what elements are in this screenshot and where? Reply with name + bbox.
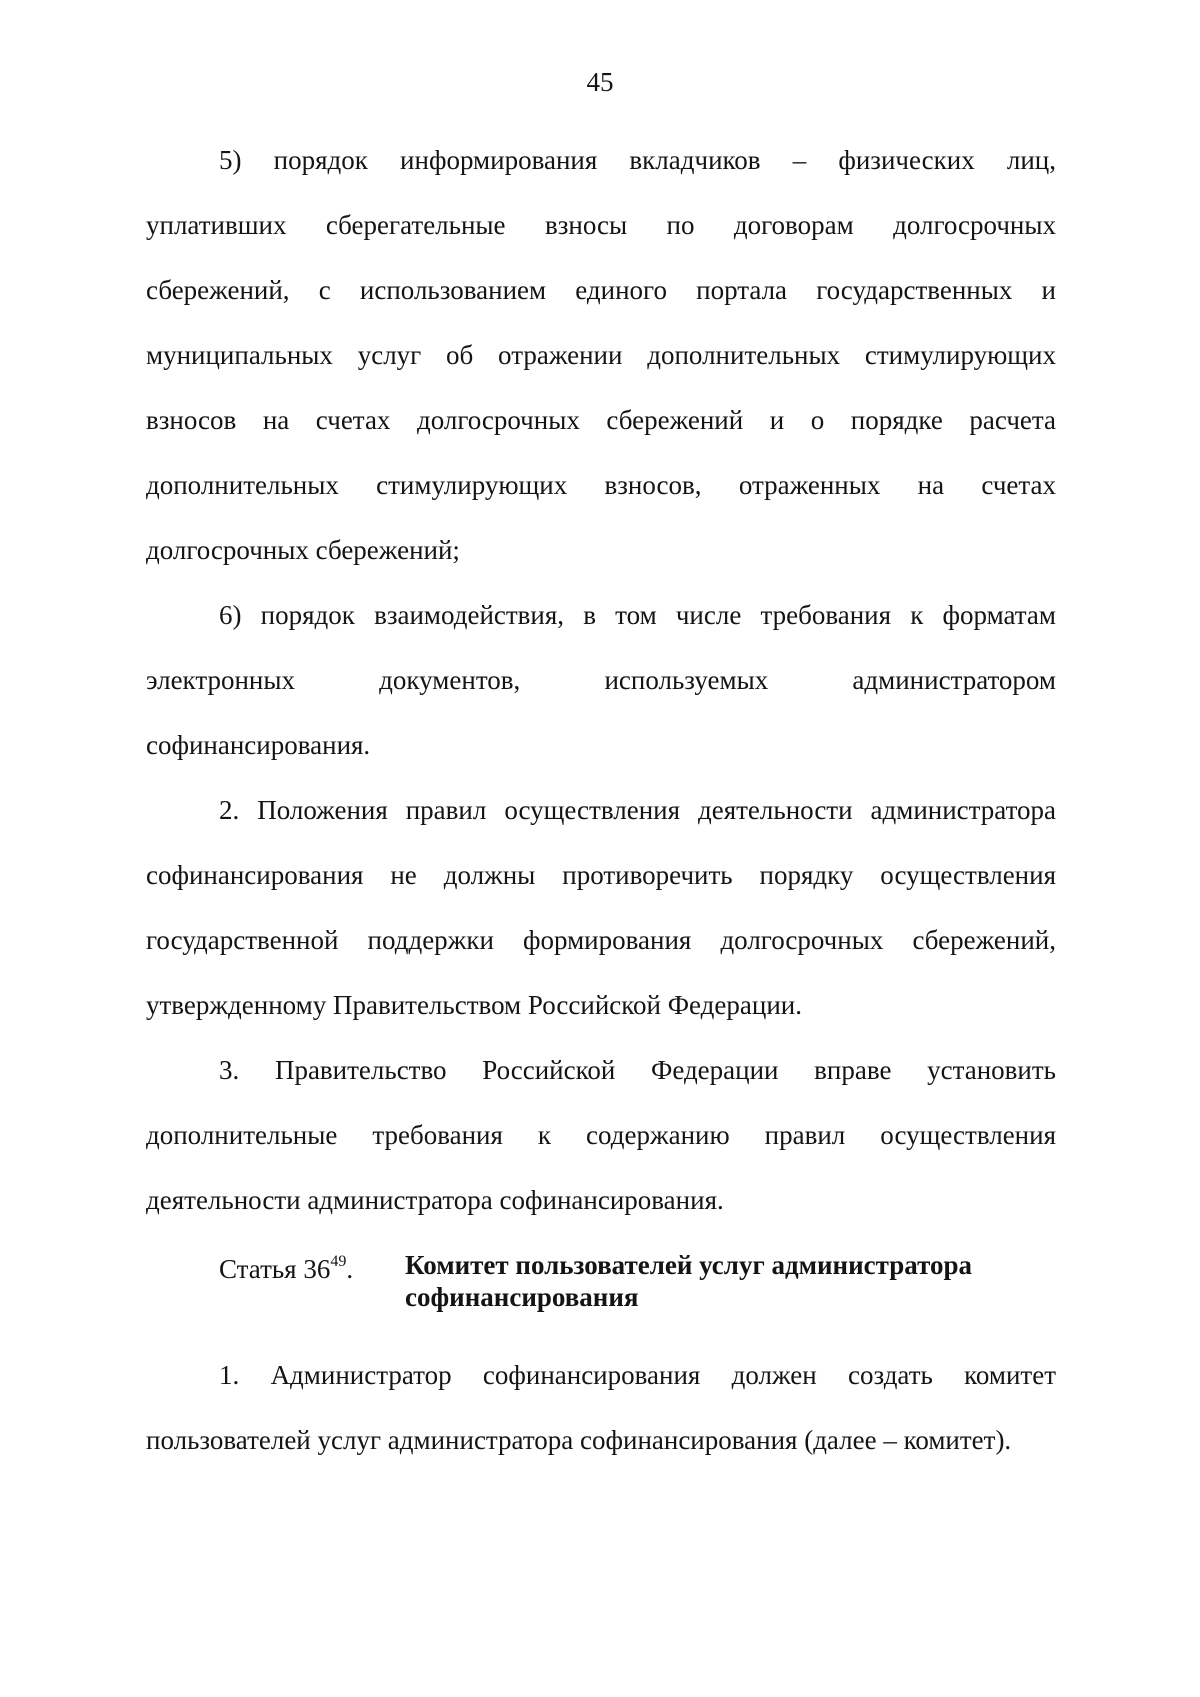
text-line: пользователей услуг администратора софинансирования (далее – комитет). <box>146 1425 1012 1455</box>
text-line: 5) порядок информирования вкладчиков – физических лиц, <box>219 145 1056 175</box>
page-number: 45 <box>586 67 614 97</box>
text-line: муниципальных услуг об отражении дополнительных стимулирующих <box>146 340 1056 370</box>
text-line: уплативших сберегательные взносы по договорам долгосрочных <box>146 210 1056 240</box>
text-line: сбережений, с использованием единого портала государственных и <box>146 275 1056 305</box>
text-line: 3. Правительство Российской Федерации вправе установить <box>219 1055 1056 1085</box>
text-line: 6) порядок взаимодействия, в том числе требования к форматам <box>219 600 1056 630</box>
text-line: софинансирования не должны противоречить порядку осуществления <box>146 860 1056 890</box>
article-number-superscript: 49 <box>330 1253 347 1270</box>
text-line: долгосрочных сбережений; <box>146 535 460 565</box>
article-title <box>405 1249 1045 1313</box>
article-label <box>219 1249 353 1289</box>
article-label-suffix: . <box>346 1254 354 1284</box>
article-title-line: Комитет пользователей услуг администратора <box>405 1250 972 1280</box>
text-line: государственной поддержки формирования долгосрочных сбережений, <box>146 925 1056 955</box>
text-line: деятельности администратора софинансирования. <box>146 1185 724 1215</box>
text-line: электронных документов, используемых администратором <box>146 665 1056 695</box>
text-line: утвержденному Правительством Российской Федерации. <box>146 990 802 1020</box>
text-line: взносов на счетах долгосрочных сбережений и о порядке расчета <box>146 405 1056 435</box>
text-line: 2. Положения правил осуществления деятельности администратора <box>219 795 1056 825</box>
text-line: софинансирования. <box>146 730 371 760</box>
text-line: дополнительных стимулирующих взносов, отраженных на счетах <box>146 470 1056 500</box>
article-label-text: Статья 36 <box>219 1254 331 1284</box>
article-title-line: софинансирования <box>405 1282 639 1312</box>
text-line: дополнительные требования к содержанию правил осуществления <box>146 1120 1056 1150</box>
text-line: 1. Администратор софинансирования должен создать комитет <box>219 1360 1056 1390</box>
